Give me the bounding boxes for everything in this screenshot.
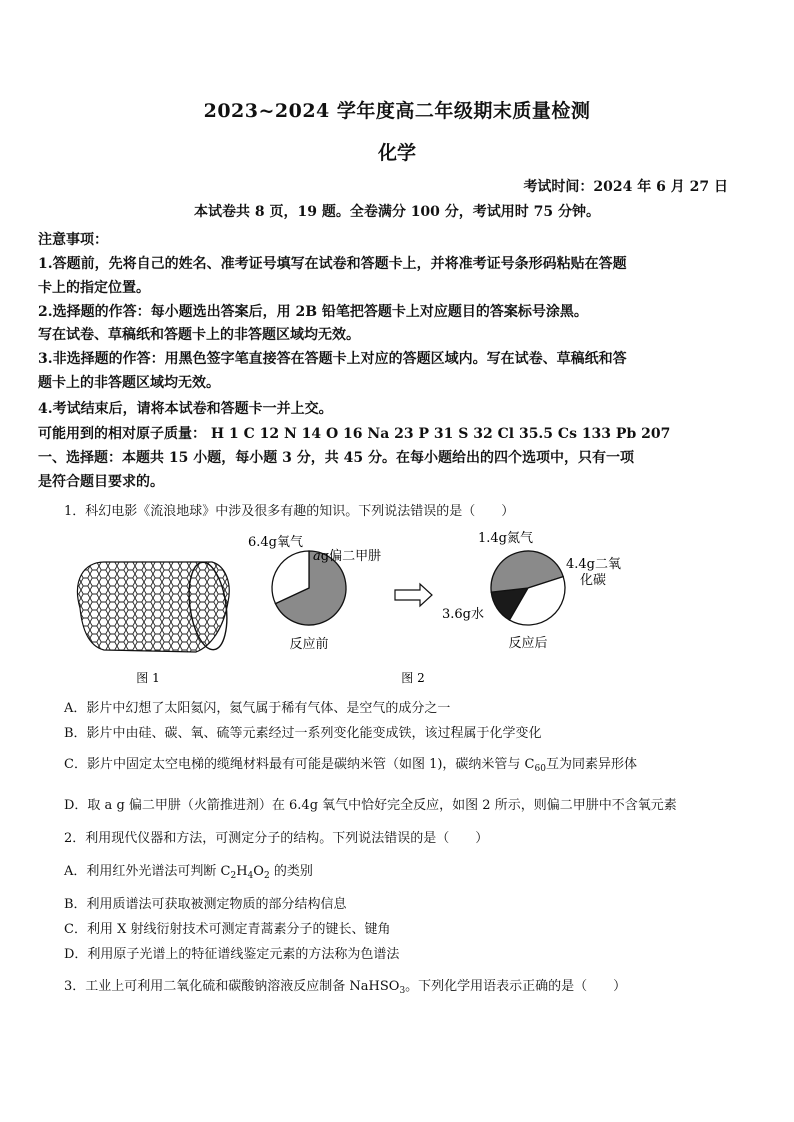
fig2-caption: 图 2 [401,671,425,685]
q2-option-a-pre: A．利用红外光谱法可判断 C [64,864,231,879]
notice-1a: 1.答题前，先将自己的姓名、准考证号填写在试卷和答题卡上，并将准考证号条形码粘贴在答题 [38,256,627,272]
pie1-label-fuel [313,548,381,564]
notice-2a: 2.选择题的作答：每小题选出答案后，用 2B 铅笔把答题卡上对应题目的答案标号涂黑。 [38,304,588,320]
q1-option-d: D．取 a g 偏二甲肼（火箭推进剂）在 6.4g 氧气中恰好完全反应，如图 2 所示，则偏二甲肼中不含氧元素 [64,798,677,813]
q3-stem-post: 。下列化学用语表示正确的是（ ） [405,979,627,994]
q2-stem: 2．利用现代仪器和方法，可测定分子的结构。下列说法错误的是（ ） [64,831,489,846]
q1-stem: 1．科幻电影《流浪地球》中涉及很多有趣的知识。下列说法错误的是（ ） [64,504,515,519]
q2-option-d: D．利用原子光谱上的特征谱线鉴定元素的方法称为色谱法 [64,947,400,962]
notice-1b: 卡上的指定位置。 [38,280,150,296]
q1-option-b: B．影片中由硅、碳、氧、硫等元素经过一系列变化能变成铁，该过程属于化学变化 [64,726,542,741]
exam-subject: 化学 [377,142,416,164]
notice-2b: 写在试卷、草稿纸和答题卡上的非答题区域均无效。 [38,327,360,343]
q1-option-c [64,753,637,774]
q2-option-a-sub1: 2 [230,871,237,881]
q2-option-c: C．利用 X 射线衍射技术可测定青蒿素分子的键长、键角 [64,922,391,937]
q2-option-a-post: 的类别 [269,864,313,879]
q1-figures [0,522,794,692]
exam-title: 2023~2024 学年度高二年级期末质量检测 [203,100,591,122]
q2-option-a-sub2: 4 [247,871,254,881]
section1-line1: 一、选择题：本题共 15 小题，每小题 3 分，共 45 分。在每小题给出的四个选项中，只有一项 [38,450,634,466]
pie-after [491,551,565,625]
q2-option-a-h: H [236,864,248,879]
pie1-label-o2: 6.4g氧气 [248,535,303,550]
q3-stem-sub: 3 [399,986,406,996]
q2-option-b: B．利用质谱法可获取被测定物质的部分结构信息 [64,897,347,912]
q2-option-a [64,860,313,881]
fig1-caption: 图 1 [136,671,160,685]
exam-time: 考试时间：2024 年 6 月 27 日 [523,179,728,195]
pie2-label-h2o: 3.6g水 [442,607,484,622]
notice-3a: 3.非选择题的作答：用黑色签字笔直接答在答题卡上对应的答题区域内。写在试卷、草稿纸和答 [38,351,627,367]
q2-option-a-o: O [253,864,264,879]
notice-3b: 题卡上的非答题区域均无效。 [38,375,220,391]
notice-heading: 注意事项： [38,232,108,248]
q1-option-c-pre: C．影片中固定太空电梯的缆绳材料最有可能是碳纳米管（如图 1)，碳纳米管与 C [64,757,535,772]
pie2-label-co2-2: 化碳 [580,573,607,588]
carbon-nanotube-image [70,552,240,662]
q3-stem-pre: 3．工业上可利用二氧化硫和碳酸钠溶液反应制备 NaHSO [64,979,400,994]
atomic-mass: 可能用到的相对原子质量： H 1 C 12 N 14 O 16 Na 23 P 31 S 32 Cl 35.5 Cs 133 Pb 207 [38,426,671,442]
pie1-label-fuel-rest: g偏二甲肼 [320,549,382,564]
reaction-arrow-icon [395,584,432,606]
q1-option-c-post: 互为同素异形体 [545,757,637,772]
notice-4: 4.考试结束后，请将本试卷和答题卡一并上交。 [38,401,333,417]
pie2-caption: 反应后 [508,636,548,651]
section1-line2: 是符合题目要求的。 [38,474,164,490]
q2-option-a-sub3: 2 [263,871,270,881]
pie2-label-n2: 1.4g氮气 [478,531,533,546]
pie1-label-fuel-a: a [313,549,321,564]
pie2-label-co2-1: 4.4g二氧 [566,557,621,572]
q1-option-a: A．影片中幻想了太阳氦闪，氦气属于稀有气体、是空气的成分之一 [64,701,451,716]
pie1-caption: 反应前 [289,637,329,652]
q1-option-c-sub: 60 [534,764,546,774]
exam-info: 本试卷共 8 页，19 题。全卷满分 100 分，考试用时 75 分钟。 [193,204,601,220]
q3-stem [64,975,626,996]
